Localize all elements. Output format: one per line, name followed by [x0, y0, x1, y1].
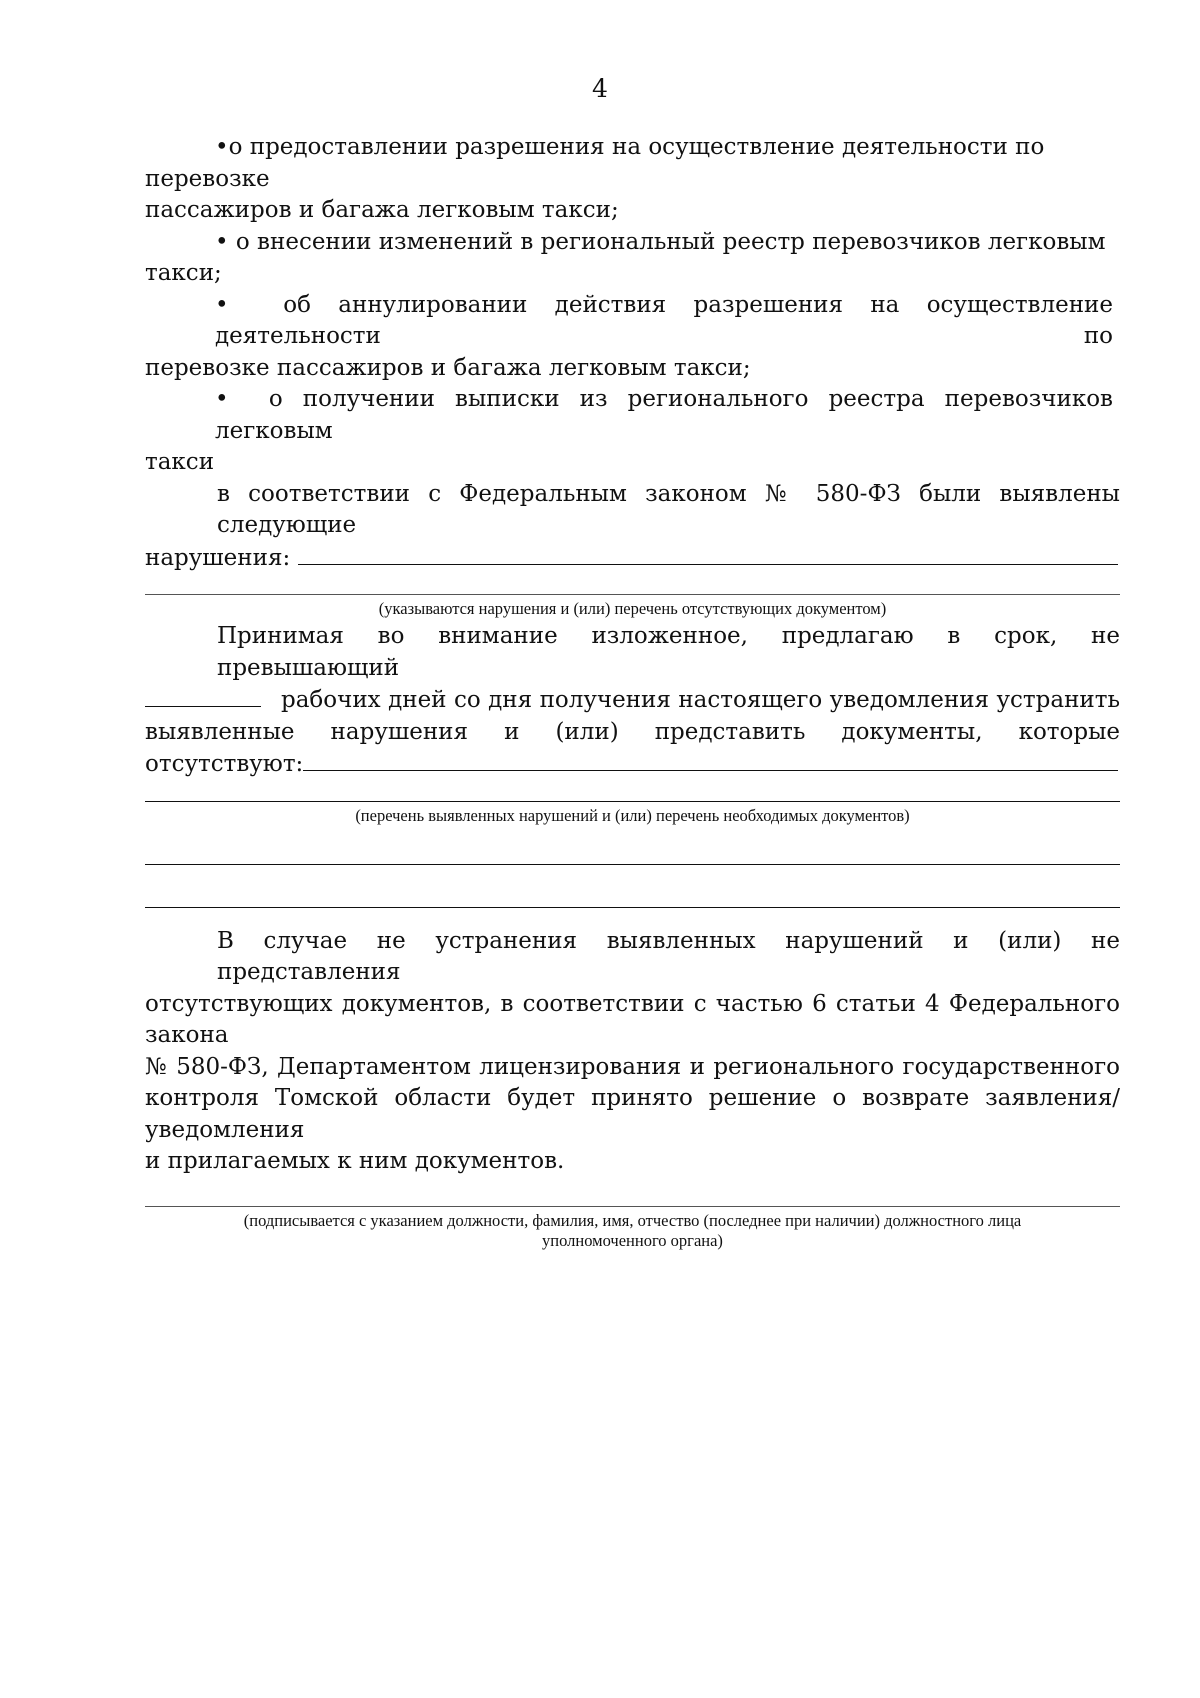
bullet-item-registry-changes: [145, 227, 1120, 290]
signature-hint-line: (подписывается с указанием должности, фамилия, имя, отчество (последнее при наличии) должностного лица: [243, 1210, 1022, 1230]
page-number: 4: [592, 74, 608, 103]
consequence-line: отсутствующих документов, в соответствии с частью 6 статьи 4 Федерального закона: [145, 990, 1120, 1048]
bullet-icon: •: [215, 134, 229, 160]
violations-hint: (указываются нарушения и (или) перечень отсутствующих документом): [378, 599, 887, 618]
deadline-line: рабочих дней со дня получения настоящего уведомления устранить: [281, 687, 1120, 713]
violations-label: нарушения:: [145, 544, 291, 571]
deadline-paragraph: [145, 621, 1120, 781]
violations-line: в соответствии с Федеральным законом № 580-ФЗ были выявлены следующие: [217, 480, 1120, 538]
consequence-line: контроля Томской области будет принято решение о возврате заявления/уведомления: [145, 1085, 1120, 1143]
deadline-line: выявленные нарушения и (или) представить документы, которые: [145, 718, 1120, 745]
bullet-item-annulment: [145, 290, 1120, 385]
consequence-line: № 580-ФЗ, Департаментом лицензирования и регионального государственного: [145, 1053, 1120, 1080]
bullet-icon: •: [215, 291, 229, 318]
bullet-text-line: об аннулировании действия разрешения на осуществление деятельности по: [215, 291, 1113, 349]
violations-paragraph: [145, 479, 1120, 575]
bullet-icon: •: [215, 386, 229, 412]
bullet-text-line: такси: [145, 449, 215, 475]
consequence-line: В случае не устранения выявленных нарушений и (или) не представления: [217, 927, 1120, 985]
deadline-line: Принимая во внимание изложенное, предлагаю в срок, не превышающий: [217, 623, 1120, 681]
bullet-text-line: перевозке пассажиров и багажа легковым такси;: [145, 354, 751, 381]
bullet-item-permission: [145, 132, 1120, 227]
bullet-icon: •: [215, 228, 229, 255]
violations-rule[interactable]: [145, 594, 1120, 595]
bullet-text-line: о внесении изменений в региональный реестр перевозчиков легковым такси;: [145, 228, 1106, 286]
bullet-text-line: пассажиров и багажа легковым такси;: [145, 197, 619, 223]
list-hint: (перечень выявленных нарушений и (или) перечень необходимых документов): [355, 805, 910, 825]
consequence-line: и прилагаемых к ним документов.: [145, 1148, 565, 1174]
document-body: [145, 132, 1120, 1251]
bullet-text-line: о получении выписки из регионального реестра перевозчиков легковым: [215, 386, 1114, 444]
bullet-item-extract: [145, 384, 1120, 479]
violations-blank-field[interactable]: [298, 542, 1118, 565]
missing-docs-blank-field[interactable]: [303, 748, 1118, 771]
blank-line-2[interactable]: [145, 907, 1120, 908]
consequence-paragraph: [145, 926, 1120, 1178]
signature-rule[interactable]: [145, 1206, 1120, 1207]
missing-docs-rule[interactable]: [145, 801, 1120, 802]
bullet-text-line: о предоставлении разрешения на осуществление деятельности по перевозке: [145, 134, 1045, 192]
deadline-days-blank-field[interactable]: [145, 684, 261, 707]
signature-hint-line: уполномоченного органа): [542, 1230, 723, 1250]
missing-docs-label: отсутствуют:: [145, 751, 304, 777]
